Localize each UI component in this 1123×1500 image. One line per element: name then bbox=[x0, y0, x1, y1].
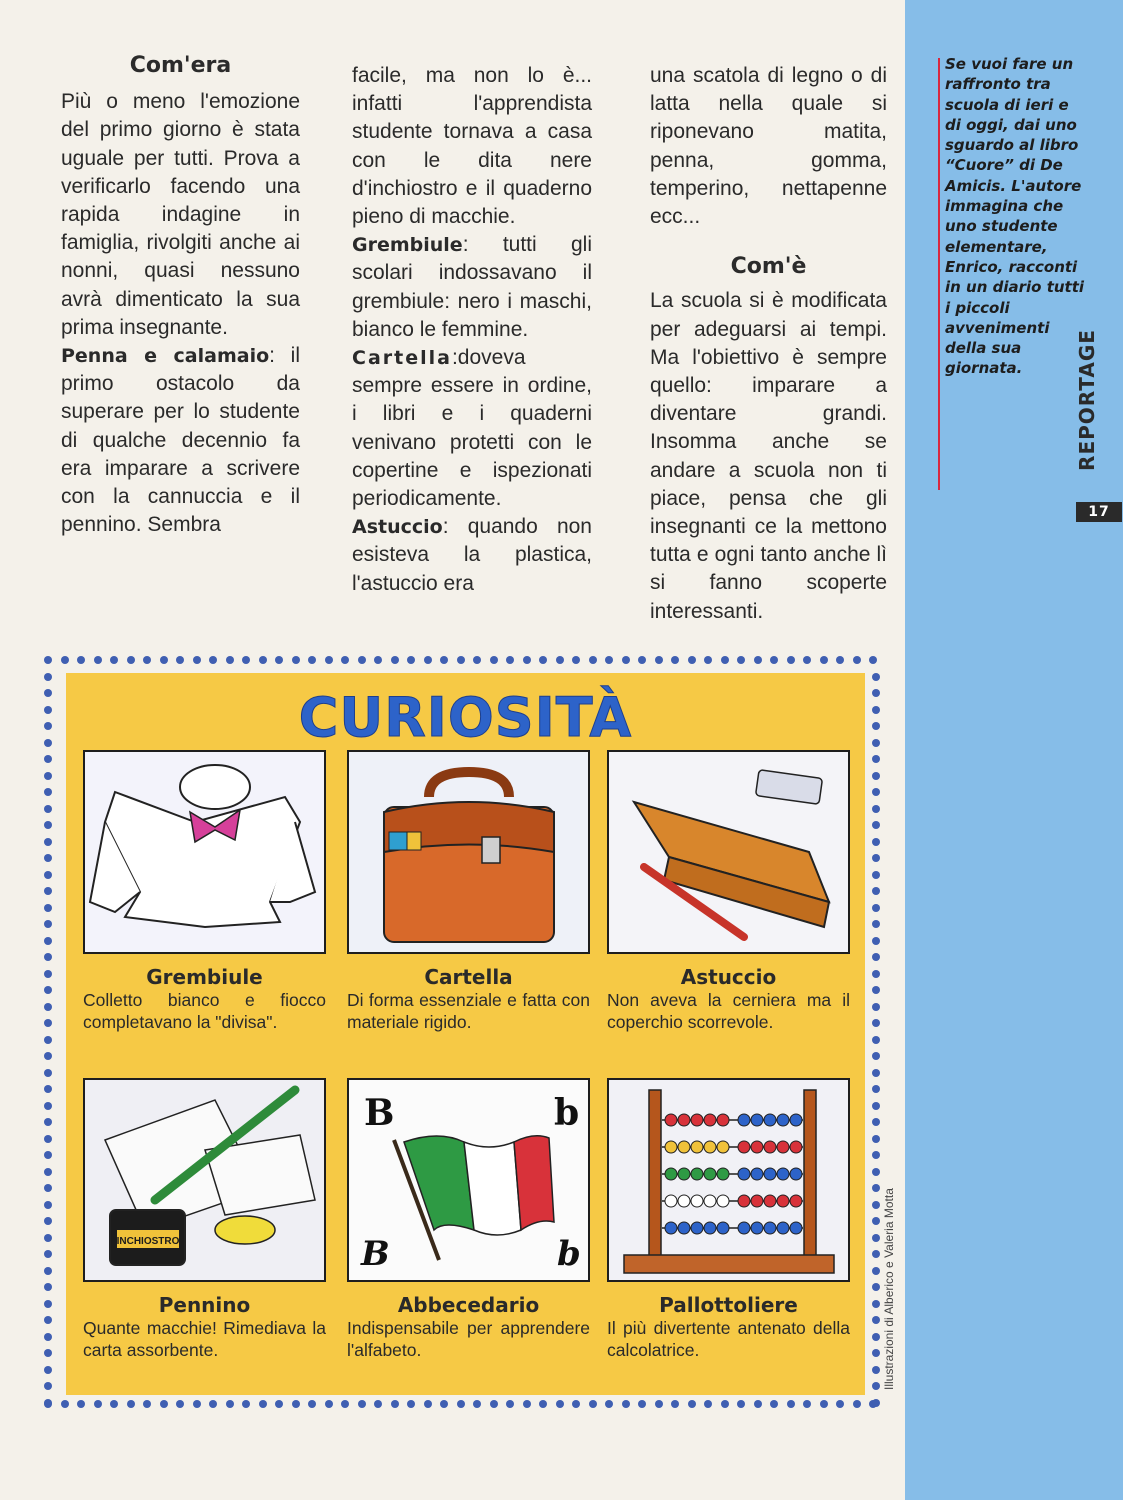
curiosita-card-astuccio bbox=[607, 750, 850, 1033]
card-text: Colletto bianco e fiocco completavano la "divisa". bbox=[83, 990, 326, 1032]
border-dot bbox=[193, 1400, 201, 1408]
border-dot bbox=[506, 1400, 514, 1408]
border-dot bbox=[872, 1267, 880, 1275]
border-dot bbox=[872, 1102, 880, 1110]
satchel-illustration bbox=[349, 752, 588, 952]
border-dot bbox=[457, 656, 465, 664]
border-dot bbox=[44, 656, 52, 664]
border-dot bbox=[407, 656, 415, 664]
border-dot bbox=[44, 673, 52, 681]
border-dot bbox=[556, 1400, 564, 1408]
border-dot bbox=[872, 739, 880, 747]
border-dot bbox=[391, 1400, 399, 1408]
border-dot bbox=[44, 805, 52, 813]
border-dot bbox=[61, 1400, 69, 1408]
border-dot bbox=[44, 1003, 52, 1011]
border-dot bbox=[872, 887, 880, 895]
term-text: : tutti gli scolari indossavano il grembiule: nero i maschi, bianco le femmine. bbox=[352, 233, 592, 341]
border-dot bbox=[872, 1135, 880, 1143]
section-label bbox=[1062, 310, 1112, 490]
paragraph bbox=[352, 344, 592, 513]
border-dot bbox=[341, 1400, 349, 1408]
curiosita-card-grembiule bbox=[83, 750, 326, 1033]
paragraph bbox=[352, 231, 592, 344]
article-column-2 bbox=[352, 62, 592, 598]
paragraph bbox=[61, 342, 300, 539]
paragraph: facile, ma non lo è... infatti l'apprendista studente tornava a casa con le dita nere d'inchiostro e il quaderno pieno di macchie. bbox=[352, 64, 592, 229]
border-dot bbox=[44, 1052, 52, 1060]
border-dot bbox=[61, 656, 69, 664]
border-dot bbox=[872, 1333, 880, 1341]
border-dot bbox=[44, 1250, 52, 1258]
border-dot bbox=[44, 1135, 52, 1143]
curiosita-title: CURIOSITÀ bbox=[298, 686, 633, 749]
border-dot bbox=[94, 1400, 102, 1408]
border-dot bbox=[127, 656, 135, 664]
border-dot bbox=[44, 904, 52, 912]
border-dot bbox=[292, 656, 300, 664]
border-dot bbox=[440, 656, 448, 664]
border-dot bbox=[872, 1085, 880, 1093]
border-dot bbox=[605, 1400, 613, 1408]
card-text: Il più divertente antenato della calcolatrice. bbox=[607, 1318, 850, 1360]
article-column-3 bbox=[650, 62, 887, 626]
border-dot bbox=[688, 1400, 696, 1408]
border-dot bbox=[44, 1085, 52, 1093]
border-dot bbox=[803, 656, 811, 664]
border-dot bbox=[160, 656, 168, 664]
illustration-frame bbox=[347, 750, 590, 954]
term-penna-calamaio: Penna e calamaio bbox=[61, 345, 270, 368]
flag-illustration bbox=[349, 1080, 588, 1280]
border-dot bbox=[44, 788, 52, 796]
border-dot bbox=[242, 656, 250, 664]
border-dot bbox=[358, 656, 366, 664]
border-dot bbox=[872, 1168, 880, 1176]
border-dot bbox=[872, 904, 880, 912]
border-dot bbox=[872, 722, 880, 730]
card-title: Abbecedario bbox=[397, 1293, 540, 1317]
border-dot bbox=[523, 656, 531, 664]
border-dot bbox=[872, 689, 880, 697]
border-dot bbox=[44, 1151, 52, 1159]
border-dot bbox=[44, 1069, 52, 1077]
card-title: Pallottoliere bbox=[659, 1293, 798, 1317]
border-dot bbox=[110, 1400, 118, 1408]
border-dot bbox=[275, 656, 283, 664]
border-dot bbox=[259, 656, 267, 664]
border-dot bbox=[872, 1019, 880, 1027]
border-dot bbox=[872, 1399, 880, 1407]
border-dot bbox=[872, 805, 880, 813]
border-dot bbox=[754, 1400, 762, 1408]
term-astuccio: Astuccio bbox=[352, 516, 443, 539]
border-dot bbox=[872, 970, 880, 978]
border-dot bbox=[820, 656, 828, 664]
sidebar-accent-rule bbox=[938, 58, 940, 490]
border-dot bbox=[308, 1400, 316, 1408]
border-dot bbox=[872, 788, 880, 796]
illustration-frame bbox=[607, 1078, 850, 1282]
border-dot bbox=[872, 1184, 880, 1192]
border-dot bbox=[176, 656, 184, 664]
border-dot bbox=[853, 1400, 861, 1408]
letter-lower: b bbox=[554, 1092, 580, 1134]
sidebar-note: Se vuoi fare un raffronto tra scuola di ieri e di oggi, dai uno sguardo al libro “Cuore” di De Amicis. L'autore immagina che uno studente elementare, Enrico, racconti in un diario tutti i piccoli avvenimenti della sua giornata. bbox=[945, 55, 1085, 378]
paragraph: Più o meno l'emozione del primo giorno è stata uguale per tutti. Prova a verificarlo facendo una rapida indagine in famiglia, rivolgiti anche ai nonni, quasi nessuno avrà dimenticato la sua prima insegnante. bbox=[61, 90, 300, 339]
border-dot bbox=[44, 986, 52, 994]
border-dot bbox=[44, 1019, 52, 1027]
apron-illustration bbox=[85, 752, 324, 952]
card-text: Indispensabile per apprendere l'alfabeto. bbox=[347, 1318, 590, 1360]
border-dot bbox=[127, 1400, 135, 1408]
border-dot bbox=[721, 656, 729, 664]
border-dot bbox=[407, 1400, 415, 1408]
border-dot bbox=[638, 1400, 646, 1408]
border-dot bbox=[44, 887, 52, 895]
border-dot bbox=[572, 1400, 580, 1408]
border-dot bbox=[872, 1069, 880, 1077]
card-text: Di forma essenziale e fatta con materiale rigido. bbox=[347, 990, 590, 1032]
heading-com-era: Com'era bbox=[129, 53, 232, 78]
border-dot bbox=[556, 656, 564, 664]
border-dot bbox=[671, 656, 679, 664]
border-dot bbox=[872, 1283, 880, 1291]
border-dot bbox=[424, 1400, 432, 1408]
border-dot bbox=[44, 838, 52, 846]
border-dot bbox=[787, 656, 795, 664]
border-dot bbox=[44, 1217, 52, 1225]
border-dot bbox=[820, 1400, 828, 1408]
border-dot bbox=[704, 1400, 712, 1408]
border-dot bbox=[872, 1217, 880, 1225]
border-dot bbox=[872, 772, 880, 780]
letter-lower-italic: b bbox=[557, 1234, 581, 1274]
border-dot bbox=[872, 986, 880, 994]
abacus-illustration bbox=[609, 1080, 848, 1280]
border-dot bbox=[721, 1400, 729, 1408]
border-dot bbox=[872, 1234, 880, 1242]
border-dot bbox=[803, 1400, 811, 1408]
curiosita-card-pennino bbox=[83, 1078, 326, 1361]
border-dot bbox=[44, 706, 52, 714]
border-dot bbox=[44, 722, 52, 730]
border-dot bbox=[872, 838, 880, 846]
border-dot bbox=[589, 656, 597, 664]
article-column-1 bbox=[61, 52, 300, 539]
curiosita-card-abbecedario bbox=[347, 1078, 590, 1361]
border-dot bbox=[872, 1003, 880, 1011]
border-dot bbox=[160, 1400, 168, 1408]
border-dot bbox=[44, 1316, 52, 1324]
border-dot bbox=[44, 1300, 52, 1308]
border-dot bbox=[872, 1151, 880, 1159]
curiosita-card-cartella bbox=[347, 750, 590, 1033]
border-dot bbox=[242, 1400, 250, 1408]
border-dot bbox=[374, 656, 382, 664]
border-dot bbox=[655, 1400, 663, 1408]
border-dot bbox=[872, 1349, 880, 1357]
border-dot bbox=[688, 656, 696, 664]
border-dot bbox=[209, 1400, 217, 1408]
border-dot bbox=[308, 656, 316, 664]
border-dot bbox=[671, 1400, 679, 1408]
term-text: :doveva sempre essere in ordine, i libri e i quaderni venivano protetti con le copertine e ispezionati periodicamente. bbox=[352, 346, 592, 511]
border-dot bbox=[872, 1250, 880, 1258]
pencil-case-illustration bbox=[609, 752, 848, 952]
border-dot bbox=[836, 1400, 844, 1408]
border-dot bbox=[770, 656, 778, 664]
border-dot bbox=[704, 656, 712, 664]
paragraph: una scatola di legno o di latta nella quale si riponevano matita, penna, gomma, temperino, nettapenne ecc... bbox=[650, 64, 887, 229]
border-dot bbox=[77, 1400, 85, 1408]
border-dot bbox=[655, 656, 663, 664]
border-dot bbox=[292, 1400, 300, 1408]
border-dot bbox=[44, 1201, 52, 1209]
border-dot bbox=[605, 656, 613, 664]
border-dot bbox=[325, 1400, 333, 1408]
border-dot bbox=[44, 689, 52, 697]
border-dot bbox=[44, 937, 52, 945]
pen-and-ink-illustration bbox=[85, 1080, 324, 1280]
border-dot bbox=[44, 1349, 52, 1357]
border-dot bbox=[872, 755, 880, 763]
border-dot bbox=[523, 1400, 531, 1408]
illustration-frame bbox=[607, 750, 850, 954]
border-dot bbox=[44, 920, 52, 928]
border-dot bbox=[77, 656, 85, 664]
border-dot bbox=[226, 1400, 234, 1408]
border-dot bbox=[44, 1366, 52, 1374]
border-dot bbox=[572, 656, 580, 664]
border-dot bbox=[869, 656, 877, 664]
border-dot bbox=[872, 920, 880, 928]
border-dot bbox=[872, 1118, 880, 1126]
border-dot bbox=[325, 656, 333, 664]
border-dot bbox=[275, 1400, 283, 1408]
curiosita-card-pallottoliere bbox=[607, 1078, 850, 1361]
border-dot bbox=[44, 1333, 52, 1341]
border-dot bbox=[457, 1400, 465, 1408]
paragraph bbox=[352, 513, 592, 598]
border-dot bbox=[539, 656, 547, 664]
border-dot bbox=[440, 1400, 448, 1408]
border-dot bbox=[872, 937, 880, 945]
border-dot bbox=[143, 1400, 151, 1408]
border-dot bbox=[737, 656, 745, 664]
term-text: : quando non esisteva la plastica, l'astuccio era bbox=[352, 515, 592, 595]
border-dot bbox=[424, 656, 432, 664]
border-dot bbox=[44, 970, 52, 978]
border-dot bbox=[622, 1400, 630, 1408]
border-dot bbox=[872, 1366, 880, 1374]
border-dot bbox=[94, 656, 102, 664]
border-dot bbox=[44, 772, 52, 780]
card-title: Grembiule bbox=[146, 965, 263, 989]
term-grembiule: Grembiule bbox=[352, 234, 463, 257]
term-text: : il primo ostacolo da superare per lo studente di qualche decennio fa era imparare a scrivere con la cannuccia e il pennino. Sembra bbox=[61, 344, 301, 537]
border-dot bbox=[44, 1283, 52, 1291]
border-dot bbox=[176, 1400, 184, 1408]
border-dot bbox=[872, 953, 880, 961]
illustration-frame bbox=[83, 1078, 326, 1282]
border-dot bbox=[872, 1382, 880, 1390]
border-dot bbox=[473, 656, 481, 664]
border-dot bbox=[872, 1036, 880, 1044]
border-dot bbox=[143, 656, 151, 664]
border-dot bbox=[490, 1400, 498, 1408]
border-dot bbox=[44, 1382, 52, 1390]
border-dot bbox=[490, 656, 498, 664]
ink-label: INCHIOSTRO bbox=[116, 1236, 180, 1247]
border-dot bbox=[44, 953, 52, 961]
border-dot bbox=[787, 1400, 795, 1408]
border-dot bbox=[638, 656, 646, 664]
border-dot bbox=[44, 1036, 52, 1044]
letter-upper-italic: B bbox=[361, 1234, 390, 1274]
illustration-frame bbox=[347, 1078, 590, 1282]
border-dot bbox=[853, 656, 861, 664]
border-dot bbox=[872, 673, 880, 681]
border-dot bbox=[44, 1399, 52, 1407]
border-dot bbox=[872, 1201, 880, 1209]
border-dot bbox=[737, 1400, 745, 1408]
card-title: Astuccio bbox=[680, 965, 777, 989]
illustration-frame bbox=[83, 750, 326, 954]
paragraph: La scuola si è modificata per adeguarsi ai tempi. Ma l'obiettivo è sempre quello: imparare a diventare grandi. Insomma anche se andare a scuola non ti piace, pensa che gli insegnanti ce la mettono tutta e ogni tanto anche lì si fanno scoperte interessanti. bbox=[650, 289, 887, 623]
heading-com-e: Com'è bbox=[730, 254, 807, 280]
border-dot bbox=[193, 656, 201, 664]
border-dot bbox=[44, 1168, 52, 1176]
border-dot bbox=[836, 656, 844, 664]
border-dot bbox=[770, 1400, 778, 1408]
border-dot bbox=[872, 706, 880, 714]
border-dot bbox=[44, 755, 52, 763]
border-dot bbox=[44, 1234, 52, 1242]
border-dot bbox=[872, 1300, 880, 1308]
border-dot bbox=[872, 854, 880, 862]
card-text: Quante macchie! Rimediava la carta assorbente. bbox=[83, 1318, 326, 1360]
border-dot bbox=[44, 871, 52, 879]
border-dot bbox=[589, 1400, 597, 1408]
border-dot bbox=[539, 1400, 547, 1408]
card-title: Pennino bbox=[158, 1293, 251, 1317]
border-dot bbox=[44, 821, 52, 829]
border-dot bbox=[622, 656, 630, 664]
section-label-text: REPORTAGE bbox=[1075, 329, 1099, 471]
border-dot bbox=[872, 821, 880, 829]
border-dot bbox=[44, 739, 52, 747]
border-dot bbox=[209, 656, 217, 664]
border-dot bbox=[473, 1400, 481, 1408]
border-dot bbox=[872, 1052, 880, 1060]
border-dot bbox=[44, 1118, 52, 1126]
letter-upper: B bbox=[364, 1092, 395, 1134]
border-dot bbox=[374, 1400, 382, 1408]
border-dot bbox=[754, 656, 762, 664]
border-dot bbox=[44, 854, 52, 862]
border-dot bbox=[341, 656, 349, 664]
term-cartella: Cartella bbox=[352, 347, 452, 370]
border-dot bbox=[226, 656, 234, 664]
border-dot bbox=[110, 656, 118, 664]
border-dot bbox=[391, 656, 399, 664]
border-dot bbox=[872, 1316, 880, 1324]
border-dot bbox=[44, 1267, 52, 1275]
border-dot bbox=[358, 1400, 366, 1408]
border-dot bbox=[259, 1400, 267, 1408]
card-text: Non aveva la cerniera ma il coperchio scorrevole. bbox=[607, 990, 850, 1032]
page-number: 17 bbox=[1076, 502, 1122, 522]
border-dot bbox=[872, 871, 880, 879]
border-dot bbox=[44, 1184, 52, 1192]
border-dot bbox=[44, 1102, 52, 1110]
card-title: Cartella bbox=[424, 965, 513, 989]
border-dot bbox=[506, 656, 514, 664]
credit-text: Illustrazioni di Alberico e Valeria Motta bbox=[882, 1188, 896, 1390]
